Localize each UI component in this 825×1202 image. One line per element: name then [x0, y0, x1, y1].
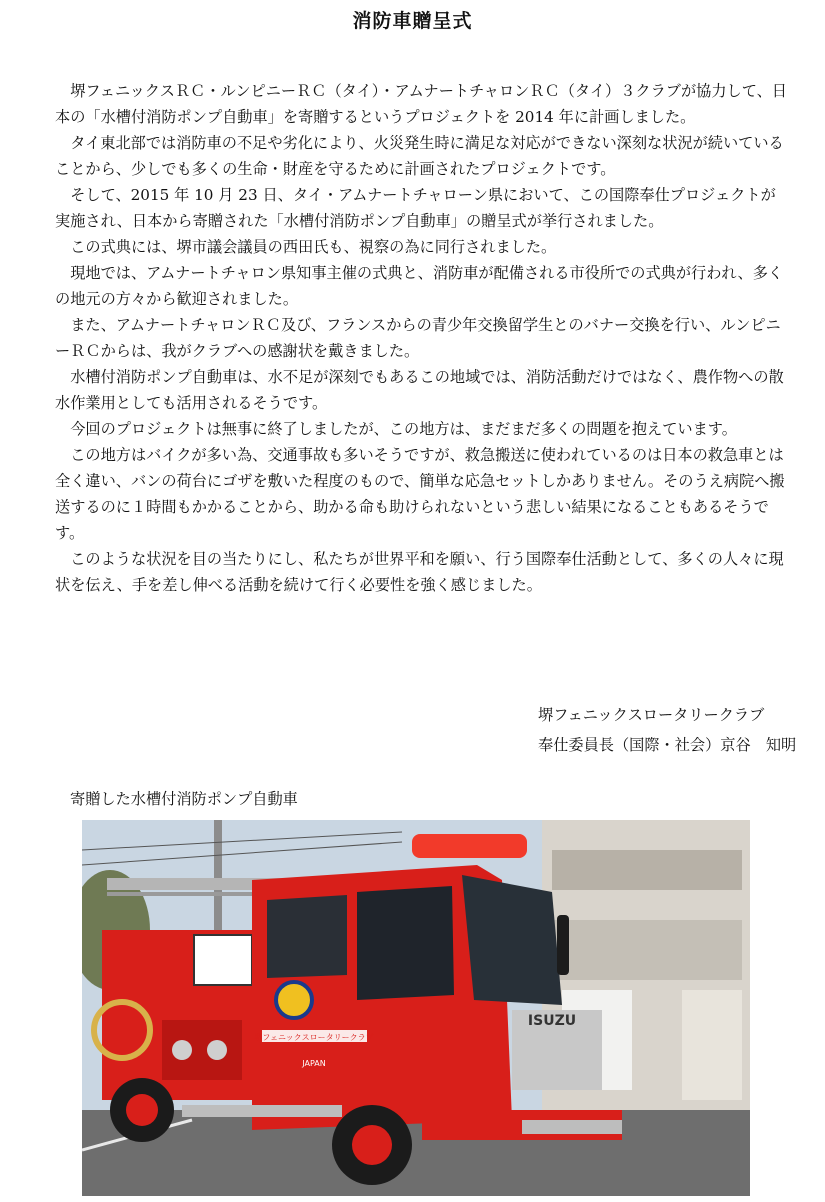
paragraph: この地方はバイクが多い為、交通事故も多いそうですが、救急搬送に使われているのは日本の救急車とは全く違い、バンの荷台にゴザを敷いた程度のもので、簡単な応急セットしかありません。そのうえ病院へ搬送するのに１時間もかかることから、助かる命も助けられないという悲しい結果になることもあるそうです。 [55, 446, 785, 542]
document-title: 消防車贈呈式 [352, 10, 473, 32]
door-text-japan: JAPAN [302, 1059, 326, 1068]
door-text: 堺フェニックスロータリークラブ [254, 1033, 374, 1042]
paragraph: また、アムナートチャロンＲＣ及び、フランスからの青少年交換留学生とのバナー交換を行い、ルンピニーＲＣからは、我がクラブへの感謝状を戴きました。 [55, 316, 781, 360]
signature-block [538, 700, 796, 760]
photo-caption: 寄贈した水槽付消防ポンプ自動車 [70, 790, 298, 808]
truck-mirror [557, 915, 569, 975]
paragraph: この式典には、堺市議会議員の西田氏も、視察の為に同行されました。 [70, 238, 557, 256]
truck-windshield [462, 875, 562, 1005]
truck-brand: ISUZU [527, 1013, 577, 1029]
paragraph: そして、2015 年 10 月 23 日、タイ・アムナートチャローン県において、この国際奉仕プロジェクトが実施され、日本から寄贈された「水槽付消防ポンプ自動車」の贈呈式が挙行されました。 [55, 186, 776, 230]
paragraph: 水槽付消防ポンプ自動車は、水不足が深刻でもあるこの地域では、消防活動だけではなく、農作物への散水作業用としても活用されるそうです。 [55, 368, 784, 412]
paragraph: 現地では、アムナートチャロン県知事主催の式典と、消防車が配備される市役所での式典が行われ、多くの地元の方々から歓迎されました。 [55, 264, 784, 308]
signature-club: 堺フェニックスロータリークラブ [538, 706, 765, 724]
paragraph: このような状況を目の当たりにし、私たちが世界平和を願い、行う国際奉仕活動として、多くの人々に現状を伝え、手を差し伸べる活動を続けて行く必要性を強く感じました。 [55, 550, 784, 594]
rotary-emblem [276, 982, 312, 1018]
document-body [55, 78, 790, 598]
light-bar [412, 834, 527, 858]
paragraph: 堺フェニックスＲＣ・ルンピニーＲＣ（タイ）・アムナートチャロンＲＣ（タイ）３クラブが協力して、日本の「水槽付消防ポンプ自動車」を寄贈するというプロジェクトを 2014 年に計画しました。 [55, 82, 787, 126]
truck-side-window [267, 895, 347, 978]
paragraph: タイ東北部では消防車の不足や劣化により、火災発生時に満足な対応ができない深刻な状況が続いていることから、少しでも多くの生命・財産を守るために計画されたプロジェクトです。 [55, 134, 784, 178]
signature-author: 奉仕委員長（国際・社会）京谷 知明 [538, 736, 797, 754]
paragraph: 今回のプロジェクトは無事に終了しましたが、この地方は、まだまだ多くの問題を抱えています。 [70, 420, 737, 438]
fire-truck-photo [82, 820, 750, 1196]
